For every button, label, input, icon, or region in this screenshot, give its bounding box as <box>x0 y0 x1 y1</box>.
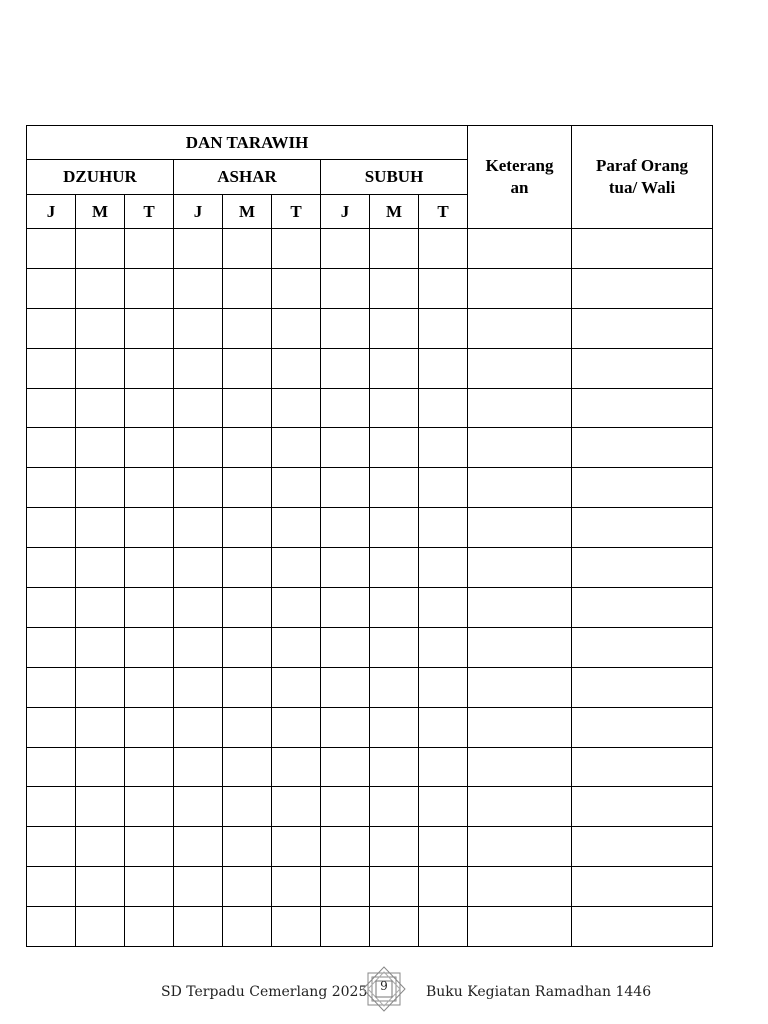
table-cell <box>572 588 713 628</box>
table-cell <box>419 627 468 667</box>
table-cell <box>419 667 468 707</box>
table-cell <box>321 867 370 907</box>
table-cell <box>272 667 321 707</box>
table-cell <box>419 907 468 947</box>
table-cell <box>76 229 125 269</box>
table-cell <box>223 388 272 428</box>
table-cell <box>125 348 174 388</box>
table-cell <box>572 388 713 428</box>
table-cell <box>272 907 321 947</box>
sub-header: M <box>76 195 125 229</box>
table-cell <box>419 707 468 747</box>
table-cell <box>370 548 419 588</box>
table-cell <box>223 268 272 308</box>
table-cell <box>321 229 370 269</box>
sub-header: T <box>419 195 468 229</box>
table-cell <box>76 268 125 308</box>
table-cell <box>174 548 223 588</box>
table-cell <box>223 588 272 628</box>
table-cell <box>76 428 125 468</box>
table-cell <box>27 707 76 747</box>
table-cell <box>272 268 321 308</box>
table-cell <box>174 388 223 428</box>
sub-header: J <box>174 195 223 229</box>
table-cell <box>272 548 321 588</box>
table-cell <box>572 229 713 269</box>
table-cell <box>468 827 572 867</box>
table-cell <box>321 747 370 787</box>
table-cell <box>272 627 321 667</box>
table-cell <box>76 787 125 827</box>
table-cell <box>272 428 321 468</box>
table-cell <box>321 627 370 667</box>
table-cell <box>572 308 713 348</box>
table-cell <box>272 348 321 388</box>
table-cell <box>76 308 125 348</box>
sub-header: M <box>370 195 419 229</box>
table-cell <box>321 707 370 747</box>
table-cell <box>174 308 223 348</box>
table-cell <box>468 707 572 747</box>
table-cell <box>223 308 272 348</box>
table-cell <box>27 229 76 269</box>
table-cell <box>125 787 174 827</box>
table-cell <box>419 428 468 468</box>
table-cell <box>572 667 713 707</box>
table-cell <box>125 268 174 308</box>
table-cell <box>174 747 223 787</box>
table-cell <box>174 627 223 667</box>
table-cell <box>419 827 468 867</box>
group-header-dzuhur: DZUHUR <box>27 160 174 195</box>
table-cell <box>468 428 572 468</box>
paraf-line1: Paraf Orang <box>595 156 689 175</box>
table-cell <box>223 627 272 667</box>
table-cell <box>272 827 321 867</box>
table-cell <box>174 348 223 388</box>
table-cell <box>370 787 419 827</box>
table-cell <box>174 907 223 947</box>
table-cell <box>370 308 419 348</box>
table-cell <box>321 508 370 548</box>
table-cell <box>174 667 223 707</box>
table-cell <box>125 747 174 787</box>
table-cell <box>321 667 370 707</box>
table-cell <box>174 268 223 308</box>
table-cell <box>468 907 572 947</box>
table-cell <box>27 867 76 907</box>
table-cell <box>27 468 76 508</box>
table-cell <box>272 308 321 348</box>
table-cell <box>419 787 468 827</box>
table-cell <box>572 707 713 747</box>
table-cell <box>27 388 76 428</box>
table-row <box>27 348 713 388</box>
table-cell <box>174 707 223 747</box>
table-cell <box>572 747 713 787</box>
table-cell <box>174 588 223 628</box>
table-row <box>27 787 713 827</box>
table-cell <box>370 428 419 468</box>
table-cell <box>76 468 125 508</box>
table-cell <box>27 508 76 548</box>
table-cell <box>321 787 370 827</box>
table-cell <box>370 827 419 867</box>
table-cell <box>76 388 125 428</box>
footer-school: SD Terpadu Cemerlang 2025 <box>161 984 368 1000</box>
table-cell <box>27 588 76 628</box>
group-header-subuh: SUBUH <box>321 160 468 195</box>
table-row <box>27 428 713 468</box>
table-row <box>27 627 713 667</box>
sub-header: T <box>125 195 174 229</box>
table-cell <box>370 867 419 907</box>
table-cell <box>272 468 321 508</box>
table-cell <box>468 308 572 348</box>
table-cell <box>468 468 572 508</box>
page-number: 9 <box>380 979 388 993</box>
table-cell <box>125 308 174 348</box>
table-cell <box>572 627 713 667</box>
table-cell <box>468 548 572 588</box>
table-row <box>27 468 713 508</box>
table-cell <box>174 508 223 548</box>
table-cell <box>321 907 370 947</box>
table-cell <box>321 548 370 588</box>
table-cell <box>419 548 468 588</box>
table-cell <box>223 707 272 747</box>
table-cell <box>419 747 468 787</box>
table-cell <box>272 707 321 747</box>
table-row <box>27 667 713 707</box>
table-cell <box>76 508 125 548</box>
table-cell <box>370 907 419 947</box>
table-cell <box>27 747 76 787</box>
table-cell <box>370 268 419 308</box>
table-cell <box>370 388 419 428</box>
table-cell <box>76 548 125 588</box>
page-footer <box>0 966 768 1016</box>
keterangan-line1: Keterang <box>485 156 554 175</box>
table-cell <box>321 468 370 508</box>
table-cell <box>321 428 370 468</box>
table-cell <box>572 787 713 827</box>
table-cell <box>223 747 272 787</box>
table-row <box>27 747 713 787</box>
table-cell <box>223 468 272 508</box>
table-cell <box>468 229 572 269</box>
table-cell <box>27 308 76 348</box>
table-cell <box>125 588 174 628</box>
table-cell <box>272 867 321 907</box>
table-cell <box>272 229 321 269</box>
table-cell <box>321 308 370 348</box>
table-cell <box>223 229 272 269</box>
sub-header: T <box>272 195 321 229</box>
table-cell <box>468 268 572 308</box>
table-cell <box>370 667 419 707</box>
sub-header: M <box>223 195 272 229</box>
table-cell <box>272 508 321 548</box>
table-cell <box>223 827 272 867</box>
table-cell <box>321 827 370 867</box>
table-cell <box>125 707 174 747</box>
paraf-header <box>572 126 713 229</box>
table-cell <box>468 588 572 628</box>
table-cell <box>27 787 76 827</box>
table-cell <box>572 268 713 308</box>
table-cell <box>272 388 321 428</box>
sub-header: J <box>321 195 370 229</box>
table-cell <box>223 667 272 707</box>
table-cell <box>572 468 713 508</box>
table-cell <box>174 229 223 269</box>
table-cell <box>174 867 223 907</box>
table-cell <box>125 548 174 588</box>
table-cell <box>76 707 125 747</box>
table-cell <box>370 348 419 388</box>
table-cell <box>76 627 125 667</box>
table-cell <box>27 268 76 308</box>
table-cell <box>76 667 125 707</box>
table-cell <box>272 747 321 787</box>
table-cell <box>419 588 468 628</box>
sub-header: J <box>27 195 76 229</box>
table-cell <box>572 548 713 588</box>
table-cell <box>223 787 272 827</box>
table-cell <box>321 268 370 308</box>
table-cell <box>468 747 572 787</box>
table-cell <box>370 588 419 628</box>
table-cell <box>125 667 174 707</box>
table-cell <box>76 747 125 787</box>
table-row <box>27 707 713 747</box>
table-row <box>27 827 713 867</box>
prayer-log-table <box>26 125 713 947</box>
table-cell <box>370 229 419 269</box>
table-cell <box>321 348 370 388</box>
table-cell <box>572 827 713 867</box>
table-cell <box>27 907 76 947</box>
table-cell <box>27 827 76 867</box>
table-cell <box>468 667 572 707</box>
table-body <box>27 229 713 947</box>
table-cell <box>27 627 76 667</box>
table-cell <box>125 867 174 907</box>
table-cell <box>572 907 713 947</box>
table-cell <box>27 548 76 588</box>
table-cell <box>223 548 272 588</box>
table-row <box>27 229 713 269</box>
table-cell <box>370 508 419 548</box>
table-cell <box>125 627 174 667</box>
table-cell <box>419 348 468 388</box>
table-cell <box>174 428 223 468</box>
table-cell <box>125 508 174 548</box>
table-cell <box>419 388 468 428</box>
table-cell <box>76 907 125 947</box>
table-cell <box>370 468 419 508</box>
table-cell <box>468 388 572 428</box>
table-cell <box>468 348 572 388</box>
table-cell <box>572 867 713 907</box>
keterangan-header <box>468 126 572 229</box>
table-cell <box>125 468 174 508</box>
table-cell <box>27 428 76 468</box>
table-cell <box>174 468 223 508</box>
table-cell <box>572 348 713 388</box>
table-cell <box>419 308 468 348</box>
table-row <box>27 388 713 428</box>
table-row <box>27 268 713 308</box>
table-cell <box>223 867 272 907</box>
keterangan-line2: an <box>510 178 529 197</box>
table-cell <box>572 428 713 468</box>
table-cell <box>76 867 125 907</box>
table-cell <box>468 867 572 907</box>
table-cell <box>174 827 223 867</box>
table-cell <box>125 907 174 947</box>
table-cell <box>76 588 125 628</box>
table-cell <box>125 388 174 428</box>
table-cell <box>27 348 76 388</box>
table-cell <box>419 508 468 548</box>
table-cell <box>272 787 321 827</box>
table-cell <box>321 388 370 428</box>
table-cell <box>223 508 272 548</box>
table-cell <box>125 229 174 269</box>
table-cell <box>125 428 174 468</box>
group-header-ashar: ASHAR <box>174 160 321 195</box>
table-row <box>27 308 713 348</box>
table-cell <box>76 348 125 388</box>
table-cell <box>76 827 125 867</box>
table-cell <box>468 627 572 667</box>
table-cell <box>370 627 419 667</box>
table-row <box>27 508 713 548</box>
paraf-line2: tua/ Wali <box>608 178 676 197</box>
table-cell <box>27 667 76 707</box>
table-row <box>27 907 713 947</box>
table-cell <box>321 588 370 628</box>
table-cell <box>223 907 272 947</box>
table-cell <box>272 588 321 628</box>
table-cell <box>223 428 272 468</box>
table-cell <box>370 707 419 747</box>
table-cell <box>468 787 572 827</box>
table-cell <box>419 229 468 269</box>
table-row <box>27 588 713 628</box>
table-cell <box>223 348 272 388</box>
table-title: DAN TARAWIH <box>27 126 468 160</box>
table-cell <box>468 508 572 548</box>
table-cell <box>572 508 713 548</box>
footer-book-title: Buku Kegiatan Ramadhan 1446 <box>426 984 652 1000</box>
table-cell <box>419 468 468 508</box>
table-row <box>27 867 713 907</box>
table-cell <box>370 747 419 787</box>
table-cell <box>419 867 468 907</box>
table-cell <box>125 827 174 867</box>
table-row <box>27 548 713 588</box>
table-cell <box>419 268 468 308</box>
table-cell <box>174 787 223 827</box>
